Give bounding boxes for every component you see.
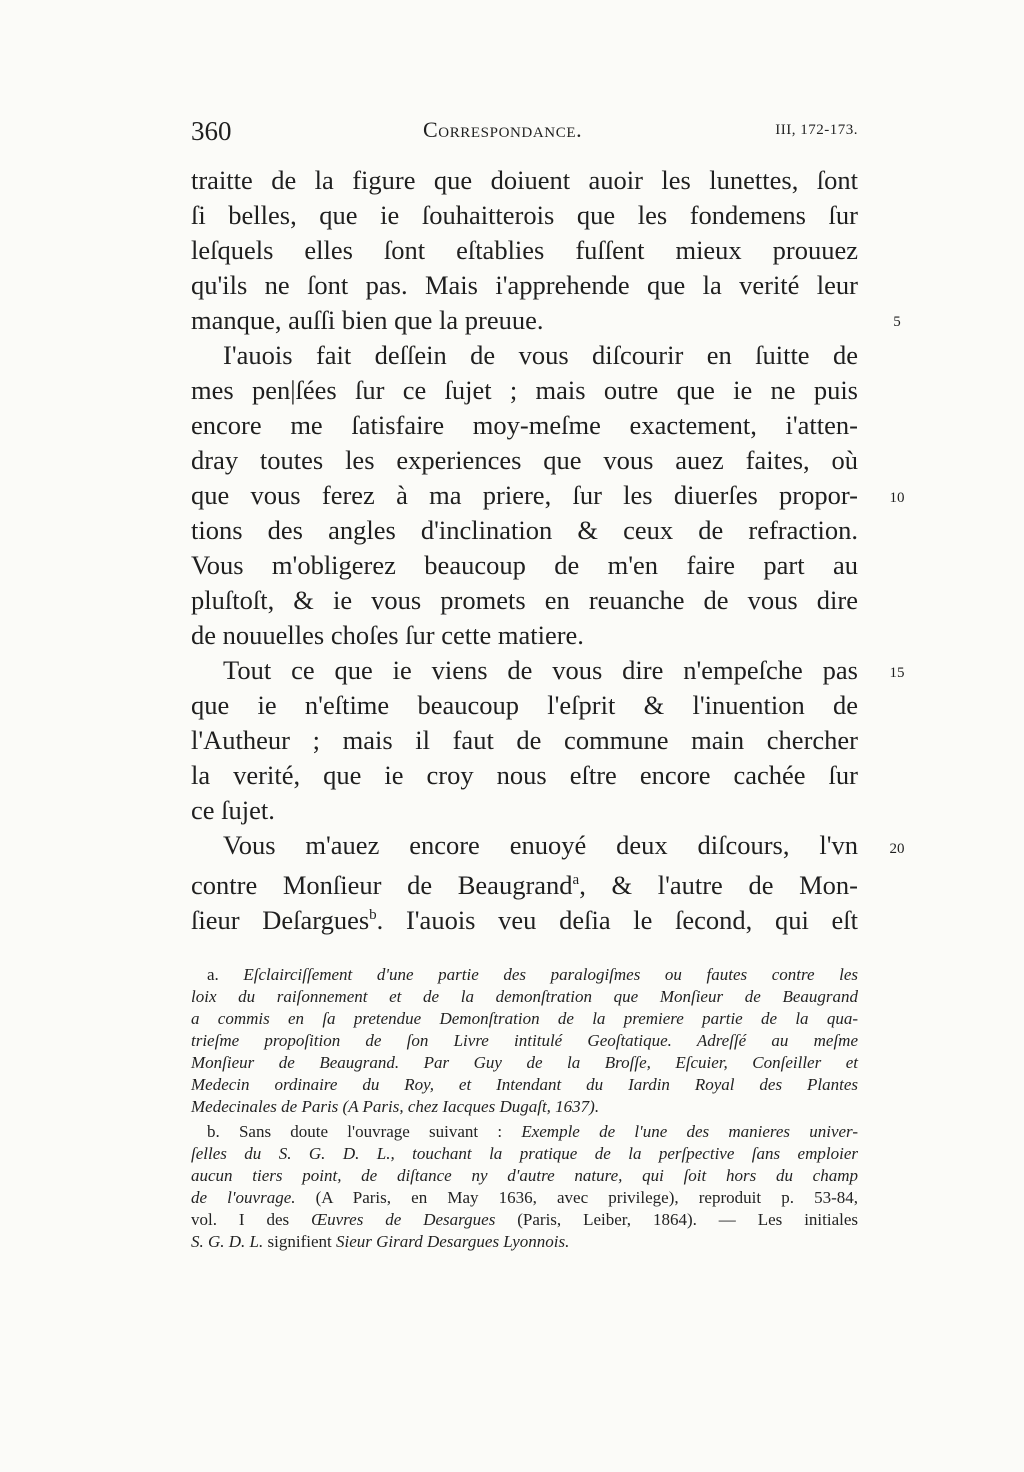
body-line: ce ſujet.	[191, 795, 275, 825]
footnote-b-text: Sieur Girard Desargues Lyonnois.	[335, 1232, 570, 1251]
footnote-b-line	[191, 1187, 858, 1209]
footnote-a-line: Medecin ordinaire du Roy, et Intendant du Iardin Royal des Plantes	[191, 1075, 858, 1094]
footnote-ref-a[interactable]: a	[572, 872, 580, 888]
body-line: que ie n'eſtime beaucoup l'eſprit & l'inuention de	[191, 690, 858, 720]
footnote-b-text: Exemple de l'une des manieres univer-	[521, 1122, 858, 1141]
footnote-b-text: de l'ouvrage.	[191, 1188, 296, 1207]
footnote-b-line: aucun tiers point, de diſtance ny d'autre nature, qui ſoit hors du champ	[191, 1166, 858, 1185]
body-line: de nouuelles choſes ſur cette matiere.	[191, 620, 584, 650]
footnote-b-line	[191, 1121, 858, 1143]
body-line: I'auois fait deſſein de vous diſcourir en ſuitte de	[223, 340, 858, 370]
body-line: traitte de la figure que doiuent auoir les lunettes, ſont	[191, 165, 858, 195]
body-line: Vous m'auez encore enuoyé deux diſcours, l'vn	[223, 830, 858, 860]
letter-body	[191, 163, 858, 933]
body-line: Vous m'obligerez beaucoup de m'en faire part au	[191, 550, 858, 580]
body-line: que vous ferez à ma priere, ſur les diuerſes propor-	[191, 480, 858, 510]
body-line: encore me ſatisfaire moy-meſme exactement, i'atten-	[191, 410, 858, 440]
footnote-ref-b[interactable]: b	[369, 907, 377, 923]
footnote-a-line: trieſme propoſition de ſon Livre intitulé Geoſtatique. Adreſſé au meſme	[191, 1031, 858, 1050]
page-number: 360	[191, 116, 232, 146]
body-line: ſi belles, que ie ſouhaitterois que les fondemens ſur	[191, 200, 858, 230]
footnote-a-line: loix du raiſonnement et de la demonſtration que Monſieur de Beaugrand	[191, 987, 858, 1006]
footnote-b-line	[191, 1209, 858, 1231]
body-line-text: ſieur Deſargues	[191, 904, 370, 935]
volume-reference: III, 172-173.	[775, 122, 858, 138]
body-line: qu'ils ne ſont pas. Mais i'apprehende que la verité leur	[191, 270, 858, 300]
footnote-b-text: vol. I des	[191, 1210, 290, 1229]
footnote-b-text: S. G. D. L.	[191, 1232, 264, 1251]
running-head	[191, 116, 858, 148]
body-line-text: contre Monſieur de Beaugrand	[191, 869, 573, 900]
body-line: l'Autheur ; mais il faut de commune main chercher	[191, 725, 858, 755]
body-line: pluſtoſt, & ie vous promets en reuanche de vous dire	[191, 585, 858, 615]
footnote-a-mark: a.	[207, 965, 219, 984]
footnote-a-text: Eſclairciſſement d'une partie des paralogiſmes ou fautes contre les	[243, 965, 858, 984]
line-number-15: 15	[889, 665, 905, 681]
body-line: tions des angles d'inclination & ceux de refraction.	[191, 515, 858, 545]
footnote-b-line: ſelles du S. G. D. L., touchant la pratique de la perſpective ſans emploier	[191, 1144, 858, 1163]
line-number-10: 10	[889, 490, 905, 506]
footnote-a-line: Monſieur de Beaugrand. Par Guy de la Broſſe, Eſcuier, Conſeiller et	[191, 1053, 858, 1072]
body-line: dray toutes les experiences que vous auez faites, où	[191, 445, 858, 475]
line-number-20: 20	[889, 841, 905, 857]
body-line: Tout ce que ie viens de vous dire n'empeſche pas	[223, 655, 858, 685]
body-line: leſquels elles ſont eſtablies fuſſent mieux prouuez	[191, 235, 858, 265]
line-number-5: 5	[893, 314, 901, 330]
body-line-text: , & l'autre de Mon-	[579, 869, 858, 900]
body-line	[191, 898, 858, 933]
footnote-a-line	[191, 964, 858, 986]
footnote-b-text: Œuvres de Desargues	[311, 1210, 496, 1229]
footnote-b-mark: b.	[207, 1122, 220, 1141]
body-line-text: . I'auois veu deſia le ſecond, qui eſt	[376, 904, 858, 935]
footnote-b-text: (Paris, Leiber, 1864). — Les initiales	[517, 1210, 859, 1229]
body-line	[191, 863, 858, 898]
footnote-b-text: signifient	[267, 1232, 332, 1251]
footnote-b-text: (A Paris, en May 1636, avec privilege), reproduit p. 53-84,	[315, 1188, 858, 1207]
body-line: manque, auſſi bien que la preuue.	[191, 305, 544, 335]
footnote-a-line: a commis en ſa pretendue Demonſtration de la premiere partie de la qua-	[191, 1009, 858, 1028]
body-line: mes pen|ſées ſur ce ſujet ; mais outre que ie ne puis	[191, 375, 858, 405]
running-title: Correspondance.	[423, 117, 583, 142]
footnote-b-line	[191, 1231, 858, 1253]
footnote-b-text: Sans doute l'ouvrage suivant :	[238, 1122, 503, 1141]
body-line: la verité, que ie croy nous eſtre encore cachée ſur	[191, 760, 858, 790]
footnotes	[191, 964, 858, 1253]
footnote-a-line: Medecinales de Paris (A Paris, chez Iacques Dugaſt, 1637).	[191, 1097, 600, 1116]
